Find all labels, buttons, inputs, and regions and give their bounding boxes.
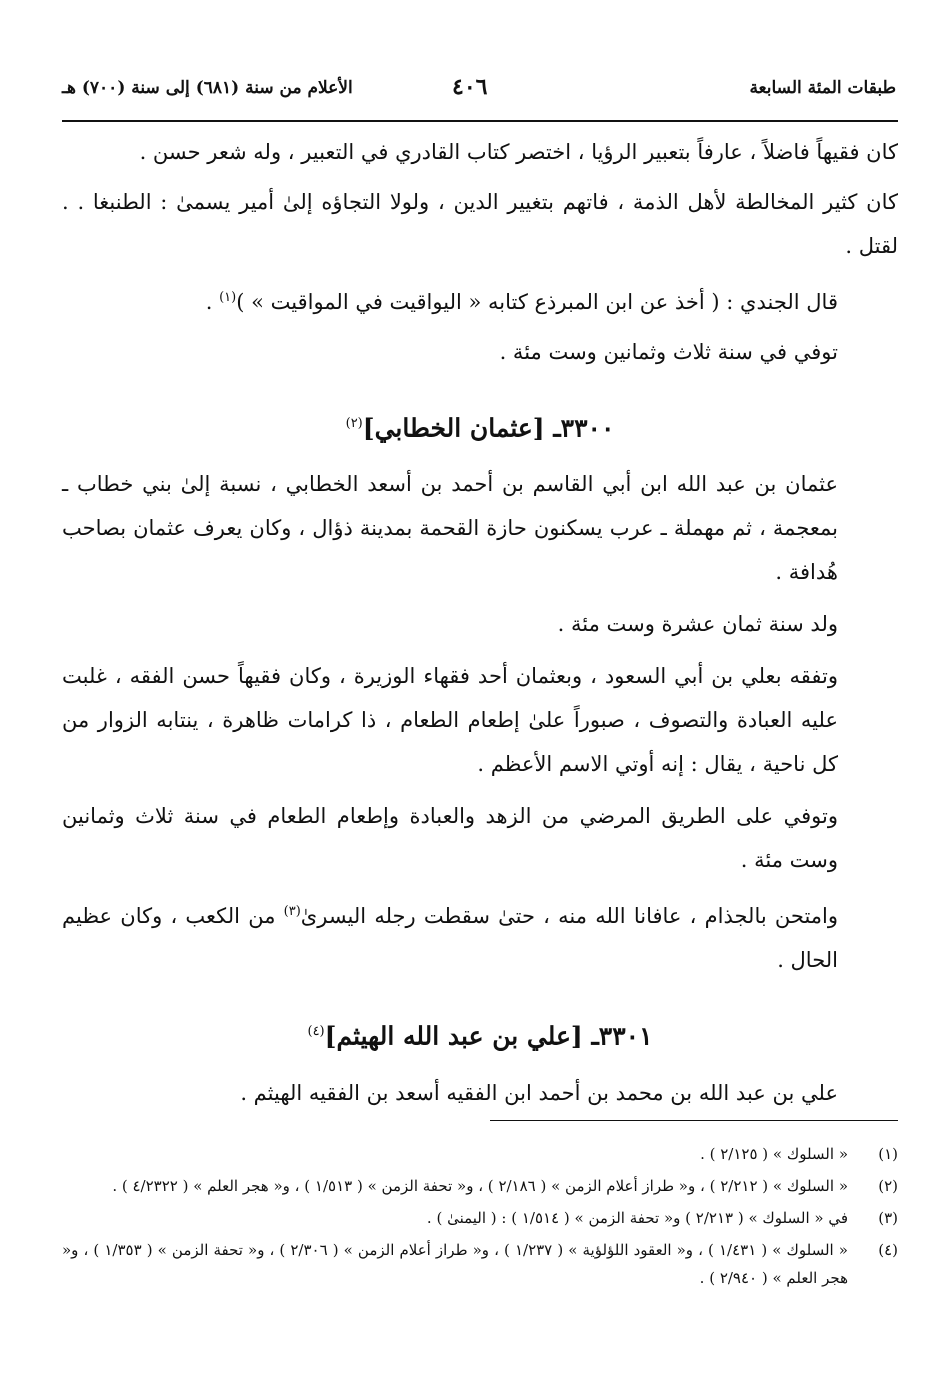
running-title-range: الأعلام من سنة (٦٨١) إلى سنة (٧٠٠) هـ [62, 78, 353, 98]
quote-text: قال الجندي : ( أخذ عن ابن المبرذع كتابه « اليواقيت في المواقيت » ) [236, 290, 838, 314]
paragraph-text-end: من الكعب ، وكان عظيم الحال . [62, 904, 838, 973]
paragraph [62, 890, 898, 982]
paragraph: توفي في سنة ثلاث وثمانين وست مئة . [499, 340, 838, 364]
footnote-text: « السلوك » ( ٢/٢١٢ ) ، و« طراز أعلام الزمن » ( ٢/١٨٦ ) ، و« تحفة الزمن » ( ١/٥١٣ ) ، و« هجر العلم » ( ٤/٢٣٢٢ ) . [112, 1177, 848, 1195]
footnote-text: « السلوك » ( ٢/١٢٥ ) . [700, 1145, 848, 1163]
footnote-marker: (٢) [345, 416, 363, 431]
footnote-marker: (٣) [283, 904, 301, 920]
running-title-section: طبقات المئة السابعة [749, 78, 896, 98]
paragraph: كان فقيهاً فاضلاً ، عارفاً بتعبير الرؤيا ، اختصر كتاب القادري في التعبير ، وله شعر حسن . [139, 140, 898, 164]
paragraph-quote [62, 276, 898, 324]
paragraph: عثمان بن عبد الله ابن أبي القاسم بن أحمد بن أسعد الخطابي ، نسبة إلىٰ بني خطاب ـ بمعجمة ، ثم مهملة ـ عرب يسكنون حازة القحمة بمدينة ذؤال ، وكان يعرف عثمان بصاحب هُدافة . [62, 472, 838, 585]
page-number: ٤٠٦ [452, 74, 488, 100]
entry-heading-text: ٣٣٠٠ـ [عثمان الخطابي] [362, 413, 615, 443]
footnote-rule [490, 1120, 898, 1121]
entry-heading-text: ٣٣٠١ـ [علي بن عبد الله الهيثم] [324, 1021, 653, 1051]
header-rule [62, 120, 898, 122]
footnote-marker: (٤) [307, 1024, 325, 1040]
paragraph: وتوفي على الطريق المرضي من الزهد والعبادة وإطعام الطعام في سنة ثلاث وثمانين وست مئة . [62, 804, 838, 873]
paragraph: علي بن عبد الله بن محمد بن أحمد ابن الفقيه أسعد بن الفقيه الهيثم . [240, 1080, 838, 1105]
page-header [62, 72, 896, 112]
footnote-text: في « السلوك » ( ٢/٢١٣ ) و« تحفة الزمن » ( ١/٥١٤ ) : ( اليمنىٰ ) . [426, 1209, 848, 1227]
paragraph: ولد سنة ثمان عشرة وست مئة . [557, 612, 838, 637]
footnote-number: (١) [878, 1145, 898, 1163]
footnotes [62, 1140, 898, 1296]
entry-heading [62, 402, 898, 450]
footnote-number: (٢) [878, 1177, 898, 1195]
footnote-marker: (١) [219, 290, 237, 305]
main-text [62, 130, 898, 1123]
footnote [62, 1140, 898, 1168]
footnote-number: (٤) [878, 1241, 898, 1259]
paragraph: وتفقه بعلي بن أبي السعود ، وبعثمان أحد فقهاء الوزيرة ، وكان فقيهاً حسن الفقه ، غلبت عليه العبادة والتصوف ، صبوراً علىٰ إطعام الطعام ، ذا كرامات ظاهرة ، ينتابه الزوار من كل ناحية ، يقال : إنه أوتي الاسم الأعظم . [62, 664, 838, 777]
footnote-text: « السلوك » ( ١/٤٣١ ) ، و« العقود اللؤلؤية » ( ١/٢٣٧ ) ، و« طراز أعلام الزمن » ( ٢/٣٠٦ ) ، و« تحفة الزمن » ( ١/٣٥٣ ) ، و« هجر العلم » ( ٢/٩٤٠ ) . [62, 1241, 848, 1287]
entry-heading [62, 1010, 898, 1058]
paragraph-text: وامتحن بالجذام ، عافانا الله منه ، حتىٰ سقطت رجله اليسرىٰ [300, 904, 839, 929]
footnote [62, 1172, 898, 1200]
paragraph: كان كثير المخالطة لأهل الذمة ، فاتهم بتغيير الدين ، ولولا التجاؤه إلىٰ أمير يسمىٰ : الطنبغا . . لقتل . [62, 190, 898, 258]
footnote [62, 1236, 898, 1292]
footnote [62, 1204, 898, 1232]
footnote-number: (٣) [878, 1209, 898, 1227]
quote-end: . [205, 290, 220, 314]
